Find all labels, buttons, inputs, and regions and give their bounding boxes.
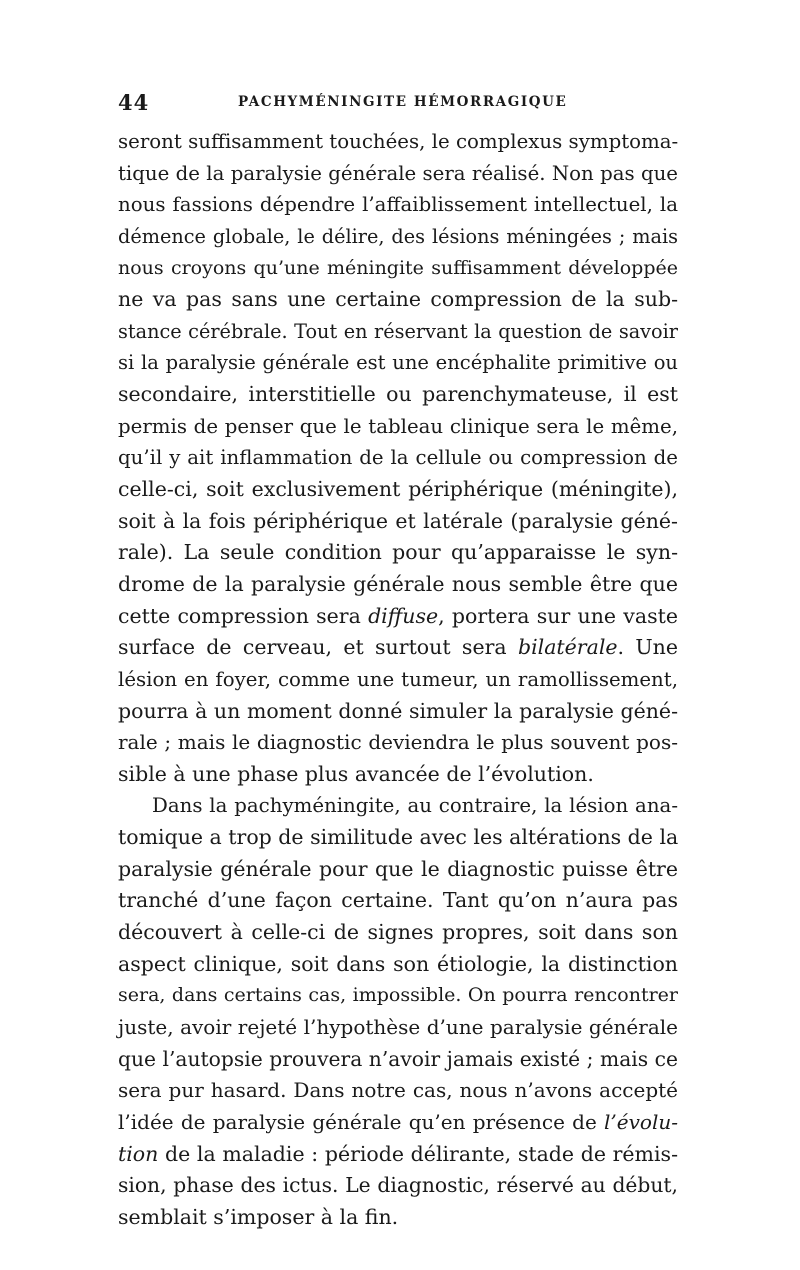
text-line	[118, 1202, 678, 1234]
text-span: stance cérébrale. Tout en réservant la question de savoir	[118, 319, 678, 343]
text-span: nous croyons qu’une méningite suffisamment développée	[118, 256, 678, 279]
text-span: sera, dans certains cas, impossible. On pourra rencontrer	[118, 984, 678, 1007]
text-line	[118, 347, 678, 379]
text-span: sion, phase des ictus. Le diagnostic, réservé au début,	[118, 1173, 678, 1198]
text-span: nous fassions dépendre l’affaiblissement intellectuel, la	[118, 193, 678, 217]
text-line	[118, 727, 678, 759]
text-span: si la paralysie générale est une encéphalite primitive ou	[118, 351, 678, 375]
text-span: tranché d’une façon certaine. Tant qu’on n’aura pas	[118, 888, 678, 913]
text-line	[118, 442, 678, 474]
text-span: qu’il y ait inflammation de la cellule ou compression de	[118, 446, 678, 470]
text-line	[118, 221, 678, 253]
text-span: de la maladie : période délirante, stade de rémis-	[158, 1141, 678, 1166]
italic-span: diffuse	[368, 603, 439, 628]
text-line	[118, 980, 678, 1012]
text-line	[118, 696, 678, 728]
italic-span: bilatérale	[517, 635, 618, 660]
text-span: celle-ci, soit exclusivement périphérique (méningite),	[118, 477, 678, 502]
text-span: aspect clinique, soit dans son étiologie, la distinction	[118, 951, 678, 976]
text-span: . Une	[617, 635, 678, 660]
text-span: découvert à celle-ci de signes propres, soit dans son	[118, 920, 678, 945]
running-title: PACHYMÉNINGITE HÉMORRAGIQUE	[238, 94, 568, 110]
text-line	[118, 474, 678, 506]
text-span: lésion en foyer, comme une tumeur, un ramollissement,	[118, 667, 678, 691]
text-span: l’idée de paralysie générale qu’en présence de	[118, 1109, 605, 1134]
italic-span: tion	[118, 1141, 159, 1166]
text-span: tomique a trop de similitude avec les altérations de la	[118, 825, 679, 850]
text-line	[118, 284, 678, 316]
text-span: cette compression sera	[118, 603, 369, 628]
text-span: soit à la fois périphérique et latérale (paralysie géné-	[118, 508, 678, 533]
text-line	[118, 158, 678, 190]
text-line	[118, 189, 678, 221]
text-span: permis de penser que le tableau clinique sera le même,	[118, 414, 678, 438]
text-span: sible à une phase plus avancée de l’évolution.	[118, 761, 594, 786]
text-span: démence globale, le délire, des lésions méningées ; mais	[118, 224, 678, 248]
text-span: , portera sur une vaste	[438, 603, 678, 628]
text-span: juste, avoir rejeté l’hypothèse d’une paralysie générale	[118, 1014, 678, 1039]
text-line	[118, 569, 678, 601]
text-span: pourra à un moment donné simuler la paralysie géné-	[118, 698, 678, 723]
text-span: tique de la paralysie générale sera réalisé. Non pas que	[118, 161, 678, 185]
body-text	[118, 126, 678, 1233]
page-number: 44	[118, 90, 150, 115]
text-span: paralysie générale pour que le diagnostic puisse être	[118, 856, 678, 881]
text-span: rale ; mais le diagnostic deviendra le plus souvent pos-	[118, 730, 678, 755]
text-span: sera pur hasard. Dans notre cas, nous n’avons accepté	[118, 1078, 678, 1103]
text-line	[118, 1139, 678, 1171]
text-span: surface de cerveau, et surtout sera	[118, 635, 518, 660]
text-line	[118, 253, 678, 285]
text-line	[118, 664, 678, 696]
text-line	[118, 1170, 678, 1202]
text-line	[118, 1107, 678, 1139]
text-line	[118, 316, 678, 348]
text-span: drome de la paralysie générale nous semble être que	[118, 571, 678, 596]
text-span: semblait s’imposer à la fin.	[118, 1204, 399, 1229]
text-line	[118, 822, 678, 854]
text-line	[118, 949, 678, 981]
text-line	[118, 759, 678, 791]
text-line	[118, 126, 678, 158]
text-line	[118, 917, 678, 949]
text-line	[118, 1012, 678, 1044]
text-line	[118, 854, 678, 886]
text-span: seront suffisamment touchées, le complexus symptoma-	[118, 130, 679, 153]
text-line	[118, 1075, 678, 1107]
text-span: rale). La seule condition pour qu’apparaisse le syn-	[118, 540, 678, 565]
text-line	[118, 632, 678, 664]
text-line	[118, 1044, 678, 1076]
text-line	[118, 601, 678, 633]
text-line	[118, 537, 678, 569]
text-line	[118, 411, 678, 443]
text-span: que l’autopsie prouvera n’avoir jamais existé ; mais ce	[118, 1046, 678, 1071]
text-span: Dans la pachyméningite, au contraire, la lésion ana-	[152, 794, 678, 818]
text-line	[118, 506, 678, 538]
text-span: secondaire, interstitielle ou parenchymateuse, il est	[118, 382, 678, 407]
italic-span: l’évolu-	[604, 1109, 678, 1134]
text-span: ne va pas sans une certaine compression de la sub-	[118, 287, 678, 312]
text-line	[118, 379, 678, 411]
running-head	[118, 90, 678, 120]
text-line	[118, 885, 678, 917]
text-line	[118, 790, 678, 822]
